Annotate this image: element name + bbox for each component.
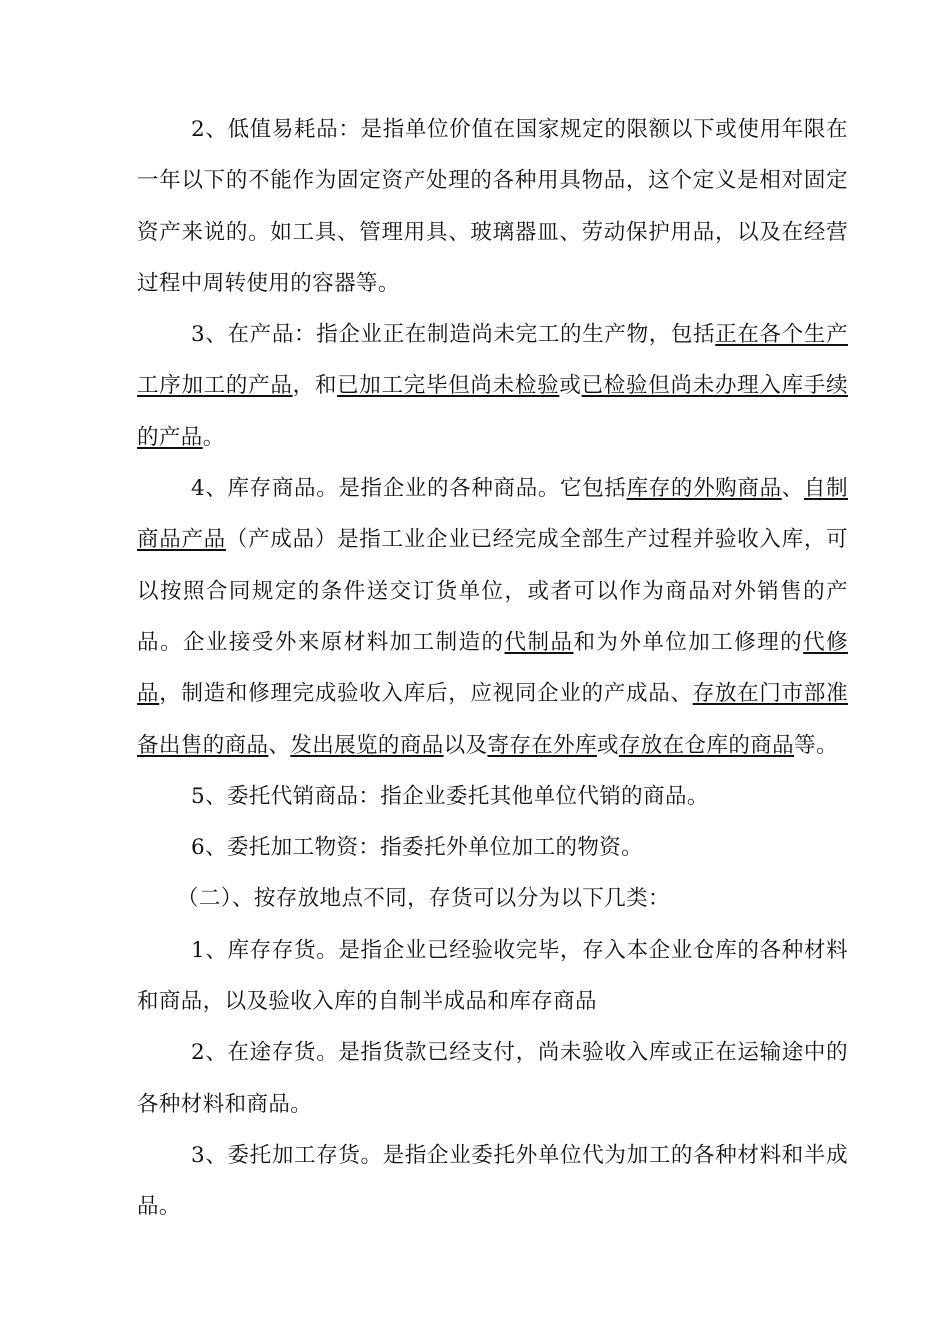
text-run: 2、在途存货。是指货款已经支付，尚未验收入库或正在运输途中的各种材料和商品。 (137, 1040, 848, 1117)
underlined-term: 寄存在外库 (487, 732, 597, 758)
text-run: 6、委托加工物资：指委托外单位加工的物资。 (191, 835, 644, 861)
paragraph-outsourced-materials (137, 822, 848, 873)
underlined-term: 发出展览的商品 (290, 732, 444, 758)
paragraph-work-in-process (137, 309, 848, 463)
text-run: （二）、按存放地点不同，存货可以分为以下几类： (177, 886, 670, 912)
text-run: 4、库存商品。是指企业的各种商品。它包括 (191, 476, 627, 502)
text-run: 、 (268, 732, 291, 758)
text-run: 2、低值易耗品：是指单位价值在国家规定的限额以下或使用年限在一年以下的不能作为固定资产处理的各种用具物品，这个定义是相对固定资产来说的。如工具、管理用具、玻璃器皿、劳动保护用品，以及在经营过程中周转使用的容器等。 (137, 117, 848, 296)
paragraph-in-transit-inventory (137, 1027, 848, 1130)
underlined-term: 库存的外购商品 (626, 476, 782, 502)
document-body (137, 104, 848, 1233)
text-run: 3、在产品：指企业正在制造尚未完工的生产物，包括 (191, 322, 716, 348)
text-run: 5、委托代销商品：指企业委托其他单位代销的商品。 (191, 783, 709, 809)
underlined-term: 已加工完毕但尚未检验 (337, 373, 560, 399)
text-run: （产成品）是指工业企业已经完成全部生产过程并验收入库，可以按照合同规定的条件送交订货单位，或者可以作为商品对外销售的产品。企业接受外来原材料加工制造的 (137, 527, 848, 655)
underlined-term: 正在各个生产工序加工的产品 (137, 322, 848, 399)
text-run: 、 (781, 476, 804, 502)
text-run: ，制造和修理完成验收入库后，应视同企业的产成品、 (159, 681, 693, 707)
section-heading-storage-location (137, 873, 848, 924)
underlined-term: 存放在仓库的商品 (618, 732, 795, 758)
underlined-term: 代修品 (137, 629, 849, 707)
paragraph-stored-inventory (137, 925, 848, 1028)
text-run: 以及 (443, 732, 488, 758)
text-run: 或 (596, 732, 619, 758)
text-run: 或 (559, 373, 582, 399)
underlined-term: 代制品 (504, 629, 574, 655)
text-run: ，和 (292, 373, 338, 399)
text-run: 等。 (794, 732, 838, 758)
text-run: 1、库存存货。是指企业已经验收完毕，存入本企业仓库的各种材料和商品，以及验收入库的自制半成品和库存商品 (137, 937, 848, 1015)
underlined-term: 已检验但尚未办理入库手续的产品 (137, 373, 848, 450)
paragraph-low-value-consumables (137, 104, 848, 309)
underlined-term: 存放在门市部准备出售的商品 (137, 681, 848, 758)
text-run: 。 (202, 424, 225, 450)
text-run: 和为外单位加工修理的 (573, 629, 804, 655)
text-run: 3、委托加工存货。是指企业委托外单位代为加工的各种材料和半成品。 (137, 1142, 848, 1220)
paragraph-outsourced-inventory (137, 1130, 848, 1233)
paragraph-inventory-goods (137, 463, 848, 771)
paragraph-consignment-goods (137, 771, 848, 822)
underlined-term: 自制商品产品 (137, 476, 848, 553)
